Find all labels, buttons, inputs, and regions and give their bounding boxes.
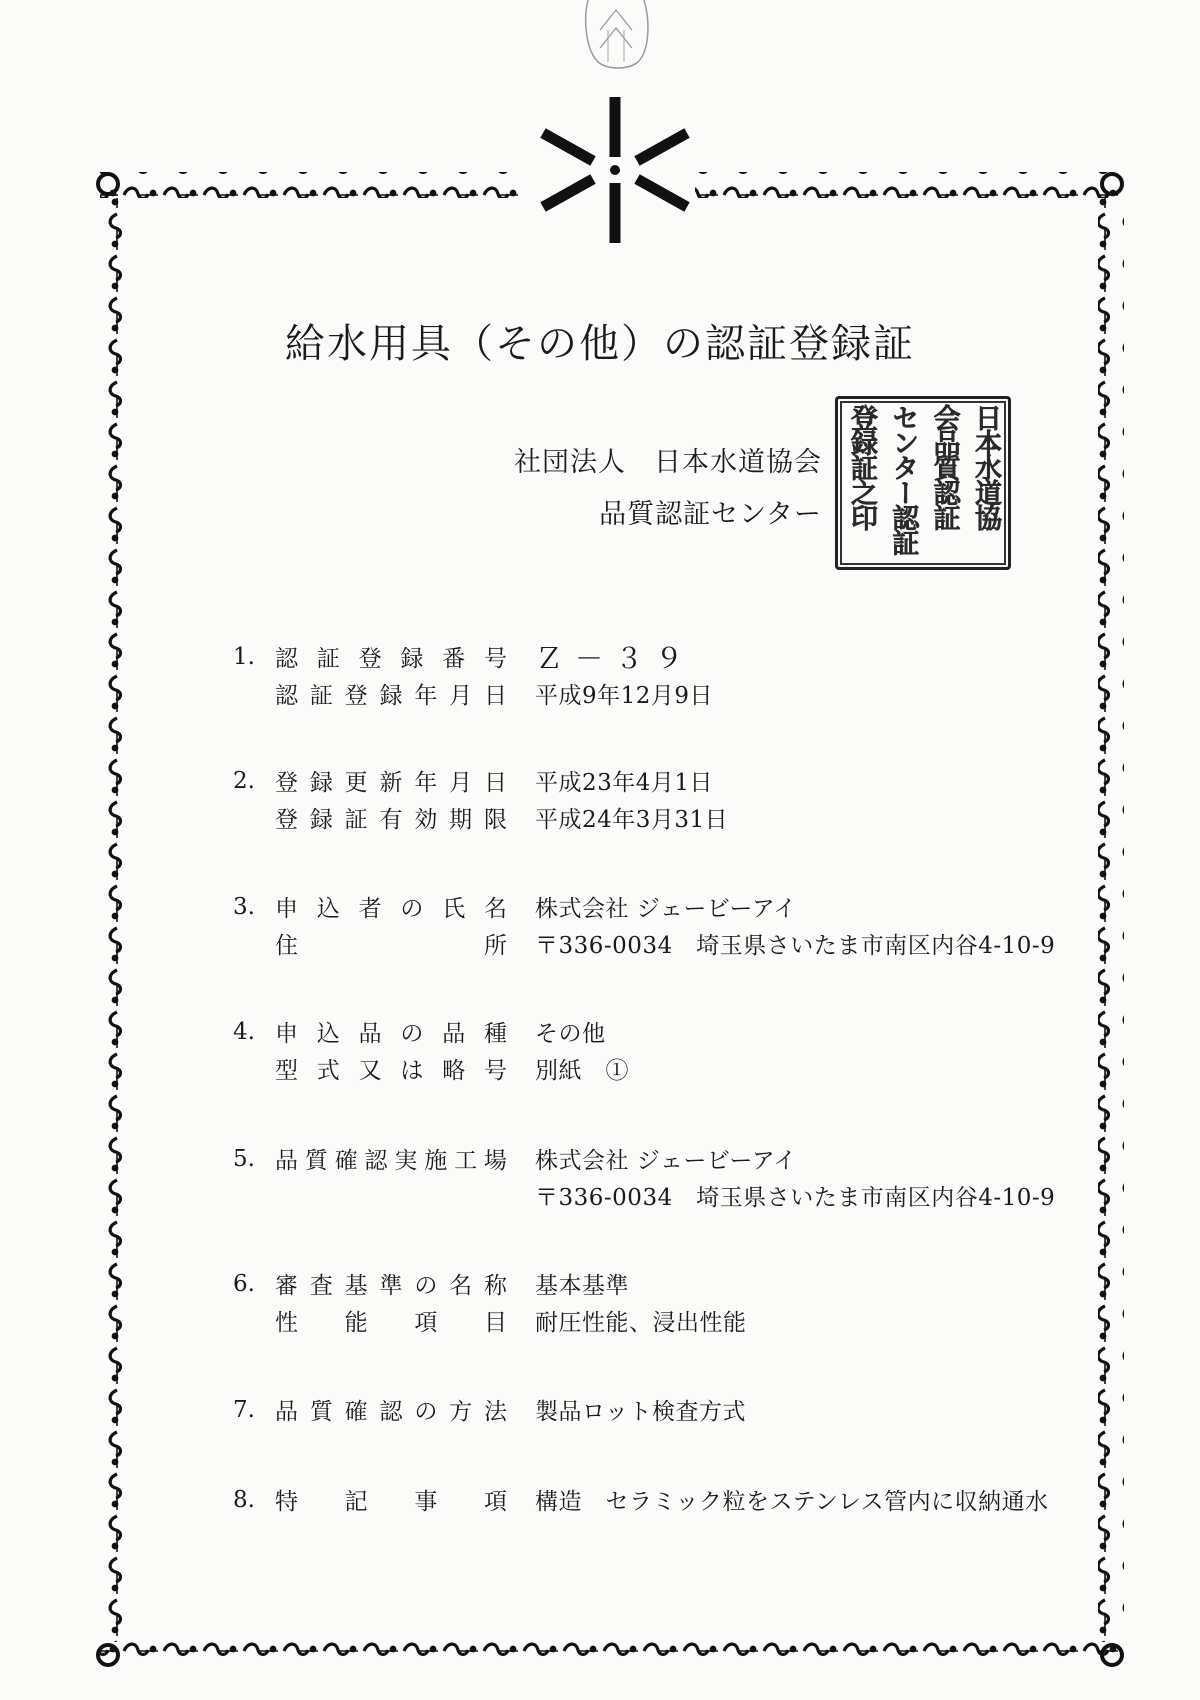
issuer-center: 品質認証センター [599, 499, 822, 530]
item-value: 平成9年12月9日 [535, 683, 714, 709]
item-label: 申 込 者 の 氏 名 [275, 896, 507, 922]
official-seal [835, 396, 1011, 570]
item-6 [233, 1265, 747, 1339]
item-number: 3. [233, 893, 255, 920]
item-row [233, 638, 713, 675]
item-label: 審 査 基 準 の 名 称 [275, 1273, 507, 1299]
item-number: 2. [233, 767, 255, 794]
item-value: 株式会社 ジェービーアイ [535, 1148, 797, 1174]
item-label: 申 込 品 の 品 種 [275, 1021, 507, 1047]
water-works-emblem [535, 95, 695, 245]
item-8 [233, 1481, 1049, 1518]
item-value: 〒336-0034 埼玉県さいたま市南区内谷4-10-9 [535, 933, 1056, 959]
item-row [233, 888, 1055, 925]
item-row [233, 1481, 1049, 1518]
item-number: 1. [233, 643, 255, 670]
item-value: 株式会社 ジェービーアイ [535, 896, 797, 922]
pencil-sketch [578, 0, 658, 70]
item-value: 別紙 ① [535, 1058, 629, 1084]
item-value: 平成23年4月1日 [535, 770, 714, 796]
seal-text-column: 会品質認証 [928, 404, 960, 529]
item-label: 住 所 [275, 933, 507, 959]
item-row [233, 1140, 1055, 1177]
item-value: 〒336-0034 埼玉県さいたま市南区内谷4-10-9 [535, 1185, 1056, 1211]
item-4 [233, 1013, 629, 1087]
item-2 [233, 762, 728, 836]
item-row [233, 675, 713, 712]
item-value: 製品ロット検査方式 [535, 1399, 747, 1425]
item-value: 耐圧性能、浸出性能 [535, 1310, 747, 1336]
item-row [233, 762, 728, 799]
border-bottom [100, 1642, 1121, 1668]
border-right [1098, 198, 1124, 1642]
item-value: その他 [535, 1021, 606, 1047]
item-label: 認 証 登 録 番 号 [275, 646, 507, 672]
item-1 [233, 638, 713, 712]
item-number: 7. [233, 1396, 255, 1423]
item-label: 特 記 事 項 [275, 1489, 507, 1515]
item-row [233, 1050, 629, 1087]
item-value: 平成24年3月31日 [535, 807, 729, 833]
item-7 [233, 1391, 746, 1428]
item-row [233, 1177, 1055, 1214]
border-top-left [100, 172, 518, 198]
border-left [97, 198, 123, 1642]
item-row [233, 799, 728, 836]
item-row [233, 1302, 747, 1339]
item-label: 品 質 確 認 の 方 法 [275, 1399, 507, 1425]
item-row [233, 1265, 747, 1302]
item-5 [233, 1140, 1055, 1214]
item-value: Ｚ－３９ [535, 641, 696, 675]
border-top-right [695, 172, 1121, 198]
item-3 [233, 888, 1055, 962]
item-row [233, 925, 1055, 962]
seal-text-column: 登録証之印 [846, 404, 877, 529]
item-label: 登 録 更 新 年 月 日 [275, 770, 507, 796]
item-number: 5. [233, 1145, 255, 1172]
item-label: 型 式 又 は 略 号 [275, 1058, 507, 1084]
seal-text-column: 日本水道協 [969, 404, 1001, 529]
item-value: 基本基準 [535, 1273, 629, 1299]
item-row [233, 1391, 746, 1428]
item-label: 登 録 証 有 効 期 限 [275, 807, 507, 833]
item-label: 品 質 確 認 実 施 工 場 [275, 1148, 507, 1174]
item-label: 認 証 登 録 年 月 日 [275, 683, 507, 709]
certificate-title: 給水用具（その他）の認証登録証 [285, 321, 915, 367]
seal-text-column: センター認証 [887, 404, 919, 554]
item-row [233, 1013, 629, 1050]
item-value: 構造 セラミック粒をステンレス管内に収納通水 [535, 1489, 1049, 1515]
item-number: 4. [233, 1018, 255, 1045]
item-number: 6. [233, 1270, 255, 1297]
issuer-organization: 社団法人 日本水道協会 [514, 447, 822, 478]
item-number: 8. [233, 1486, 255, 1513]
item-label: 性 能 項 目 [275, 1310, 507, 1336]
